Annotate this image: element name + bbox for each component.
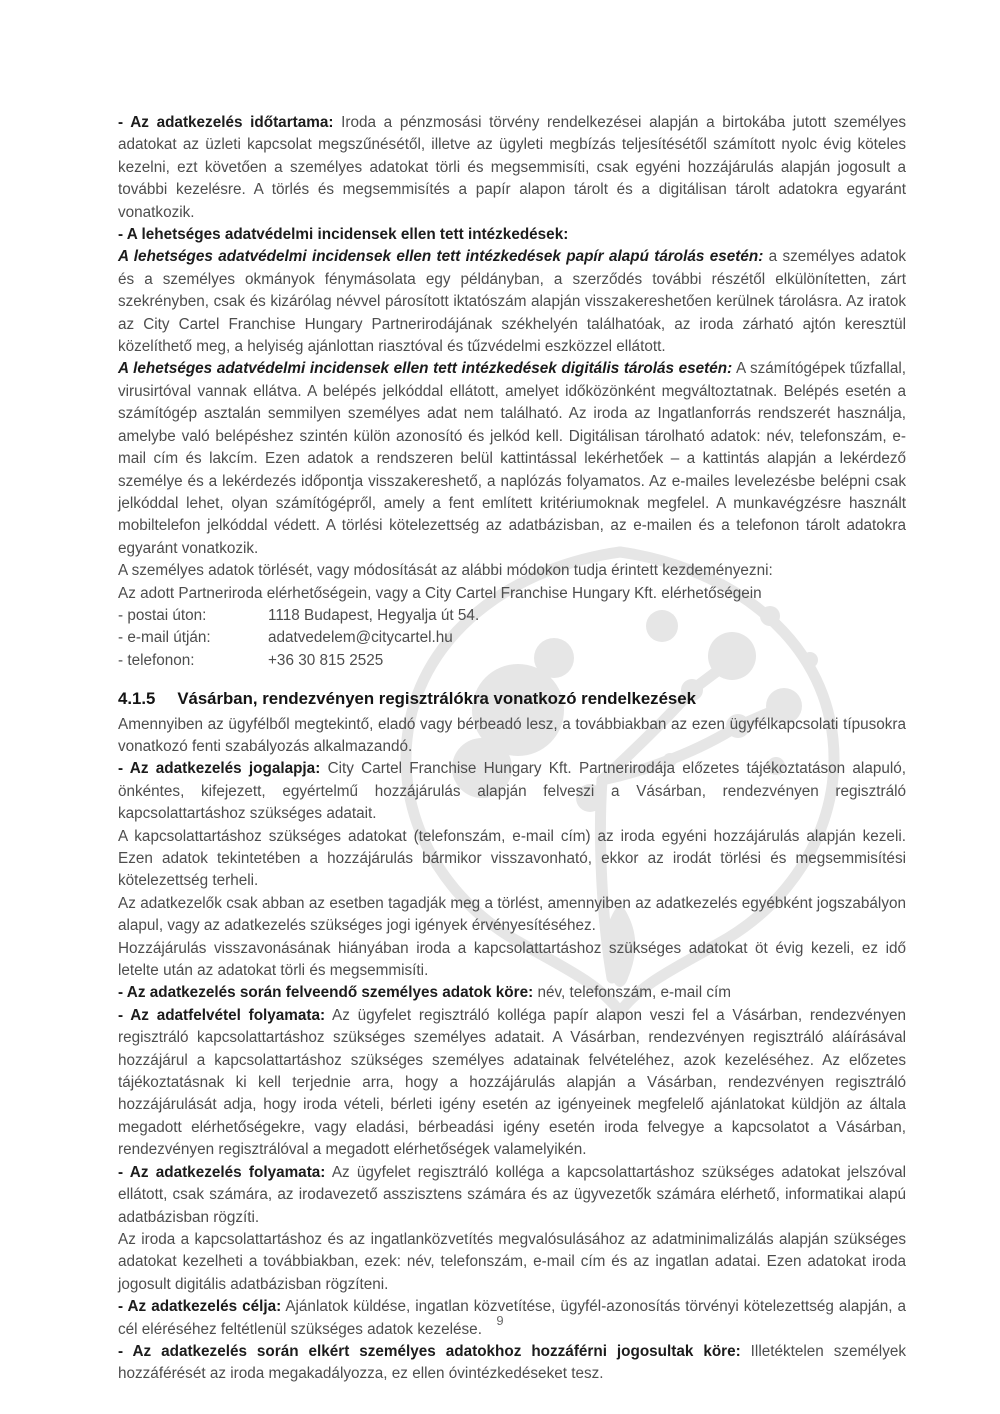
paragraph-text: név, telefonszám, e-mail cím bbox=[537, 984, 731, 1002]
contact-label: - postai úton: bbox=[118, 606, 207, 624]
paragraph-lead: A lehetséges adatvédelmi incidensek ellen tett intézkedések digitális tárolás esetén: bbox=[118, 360, 733, 378]
paragraph-adatfelvetel-folyamata bbox=[118, 1005, 906, 1162]
document-body bbox=[118, 112, 906, 1386]
paragraph-jogalapja bbox=[118, 758, 906, 825]
paragraph-adatkezeles-folyamata bbox=[118, 1162, 906, 1229]
paragraph-lead: - Az adatfelvétel folyamata: bbox=[118, 1006, 326, 1024]
paragraph-iroda-adatminimalizalas: Az iroda a kapcsolattartáshoz és az ingatlanközvetítés megvalósulásához az adatminimalizálás alapján szükséges adatokat kezelheti a továbbiakban, ezek: név, telefonszám, e-mail cím és az ingatlan adatai. Ezen adatokat iroda jogosult digitális adatbázisban rögzíteni. bbox=[118, 1230, 906, 1293]
paragraph-hozzaferni-jogosultak bbox=[118, 1341, 906, 1386]
postal-address: 1118 Budapest, Hegyalja út 54. bbox=[268, 606, 480, 624]
paragraph-text: Az ügyfelet regisztráló kolléga papír alapon veszi fel a Vásárban, rendezvényen regisztráló kapcsolattartáshoz szükséges személyes adatait. A Vásárban, rendezvényen regisztráló aláírásával hozzájárul a kapcsolattartáshoz szükséges személyes adatainak felvételéhez, azok kezeléséhez. Az előzetes tájékoztatásnak ki kell terjednie arra, hogy a hozzájárulás alapján a Vásárban, rendezvényen regisztráló hozzájárulását adja, hogy iroda vételi, bérleti igény esetén az igényeinek megfelelő ajánlatokat küldjön az általa megadott elérhetőségekre, vagy eladási, bérbeadási igény esetén iroda felvegye a kapcsolatot a Vásárban, rendezvényen regisztrálóval a megadott elérhetőségek valamelyikén. bbox=[118, 1006, 906, 1159]
contact-row-email bbox=[118, 627, 906, 649]
paragraph-kapcsolattartas: A kapcsolattartáshoz szükséges adatokat (telefonszám, e-mail cím) az iroda egyéni hozzájárulás alapján kezeli. Ezen adatok tekintetében a hozzájárulás bármikor visszavonható, ekkor az irodát törlési és megsemmisítési kötelezettség terheli. bbox=[118, 827, 906, 890]
heading-incidensek: - A lehetséges adatvédelmi incidensek ellen tett intézkedések: bbox=[118, 226, 569, 244]
paragraph-text: Iroda a pénzmosási törvény rendelkezései alapján a birtokába jutott személyes adatokat az üzleti kapcsolat megszűnésétől, illetve az ügyleti megbízás teljesítésétől számított nyolc évig köteles kezelni, ezt követően a személyes adatokat törli és megsemmisíti, csak egyéni hozzájárulás alapján jogosult a további kezelésre. A törlés és megsemmisítés a papír alapon tárolt és a digitálisan tárolt adatokra egyaránt vonatkozik. bbox=[118, 114, 907, 221]
paragraph-text: A számítógépek tűzfallal, virusirtóval vannak ellátva. A belépés jelkóddal ellátott, amelyet időközönként megváltoztatnak. Belépés esetén a számítógép asztalán semmilyen személyes adat nem található. Az iroda az Ingatlanforrás rendszerét használja, amelybe való belépéshez szintén külön azonosító és jelkód kell. Digitálisan tárolható adatok: név, telefonszám, e-mail cím és lakcím. Ezen adatok a rendszeren belül kattintással lekérhetőek – a kattintás alapján a lekérdező személye és a lekérdezés időpontja visszakereshető, a naplózás folyamatos. Az e-mailes levelezésbe belépni csak jelkóddal lehet, olyan számítógépről, amely a fent említett kritériumoknak megfelel. A munkavégzésre használt mobiltelefon jelkóddal védett. A törlési kötelezettség az adatbázisban, az e-mailen és a telefonon tárolt adatokra egyaránt vonatkozik. bbox=[118, 360, 906, 557]
paragraph-adatkezeles-idotartama bbox=[118, 112, 906, 224]
paragraph-elerhetosegek: Az adott Partneriroda elérhetőségein, vagy a City Cartel Franchise Hungary Kft. elérhetőségein bbox=[118, 584, 762, 602]
contact-row-phone bbox=[118, 650, 906, 672]
paragraph-lead: - Az adatkezelés folyamata: bbox=[118, 1163, 326, 1181]
paragraph-lead: - Az adatkezelés során elkért személyes adatokhoz hozzáférni jogosultak köre: bbox=[118, 1342, 741, 1360]
phone-number: +36 30 815 2525 bbox=[268, 651, 384, 669]
contact-label: - e-mail útján: bbox=[118, 629, 211, 647]
paragraph-text: a személyes adatok és a személyes okmányok fénymásolata egy példányban, a szerződés további részétől elkülönítetten, zárt szekrényben, csak és kizárólag névvel párosított iktatószám alapján visszakereshetően kerülnek tárolásra. Az iratok az City Cartel Franchise Hungary Partnerirodájának székhelyén találhatóak, az iroda zárható ajtón keresztül közelíthető meg, a helyiség ajánlottan riasztóval és tűzvédelmi eszközzel ellátott. bbox=[118, 248, 907, 356]
section-heading-4-1-5 bbox=[118, 688, 906, 710]
paragraph-papir-tarolas bbox=[118, 246, 906, 358]
paragraph-lead: - Az adatkezelés során felveendő személyes adatok köre: bbox=[118, 984, 534, 1002]
paragraph-digitalis-tarolas bbox=[118, 358, 906, 560]
paragraph-lead: - Az adatkezelés jogalapja: bbox=[118, 760, 321, 778]
page-number: 9 bbox=[496, 1313, 504, 1328]
paragraph-text: Illetéktelen személyek hozzáférését az iroda megakadályozza, ez ellen óvintézkedéseket tesz. bbox=[118, 1342, 906, 1383]
paragraph-felveendo-adatok bbox=[118, 982, 906, 1004]
contact-label: - telefonon: bbox=[118, 651, 195, 669]
section-number: 4.1.5 bbox=[118, 689, 156, 709]
paragraph-adatkezelok: Az adatkezelők csak abban az esetben tagadják meg a törlést, amennyiben az adatkezelés egyébként jogszabályon alapul, vagy az adatkezelés szükséges jogi igények érvényesítéséhez. bbox=[118, 894, 906, 935]
paragraph-text: City Cartel Franchise Hungary Kft. Partnerirodája előzetes tájékoztatáson alapuló, önkéntes, kifejezett, egyértelmű hozzájárulás alapján felveszi a Vásárban, rendezvényen regisztráló kapcsolattartáshoz szükséges adatait. bbox=[118, 760, 907, 823]
contact-row-postal bbox=[118, 605, 906, 627]
paragraph-lead: A lehetséges adatvédelmi incidensek ellen tett intézkedések papír alapú tárolás esetén: bbox=[118, 248, 764, 266]
paragraph-lead: - Az adatkezelés célja: bbox=[118, 1298, 282, 1316]
paragraph-torles-modositas: A személyes adatok törlését, vagy módosítását az alábbi módokon tudja érintett kezdeményezni: bbox=[118, 562, 773, 580]
email-address: adatvedelem@citycartel.hu bbox=[268, 629, 453, 647]
section-title: Vásárban, rendezvényen regisztrálókra vonatkozó rendelkezések bbox=[177, 689, 696, 709]
paragraph-hozzajarulas-visszavonas: Hozzájárulás visszavonásának hiányában iroda a kapcsolattartáshoz szükséges adatokat öt évig kezeli, ez idő letelte után az adatokat törli és megsemmisíti. bbox=[118, 939, 906, 980]
paragraph-text: Ajánlatok küldése, ingatlan közvetítése, ügyfél-azonosítás törvényi kötelezettség alapján, a cél eléréséhez feltétlenül szükséges adatok kezelése. bbox=[118, 1298, 906, 1338]
paragraph-amennyiben: Amennyiben az ügyfélből megtekintő, eladó vagy bérbeadó lesz, a továbbiakban az ezen ügyfélkapcsolati típusokra vonatkozó fenti szabályozás alkalmazandó. bbox=[118, 715, 906, 755]
paragraph-lead: - Az adatkezelés időtartama: bbox=[118, 114, 334, 131]
paragraph-text: Az ügyfelet regisztráló kolléga a kapcsolattartáshoz szükséges adatokat jelszóval ellátott, csak számára, az irodavezető asszisztens számára és az ügyvezetők számára elérhető, informatikai alapú adatbázisban rögzíti. bbox=[118, 1163, 906, 1226]
